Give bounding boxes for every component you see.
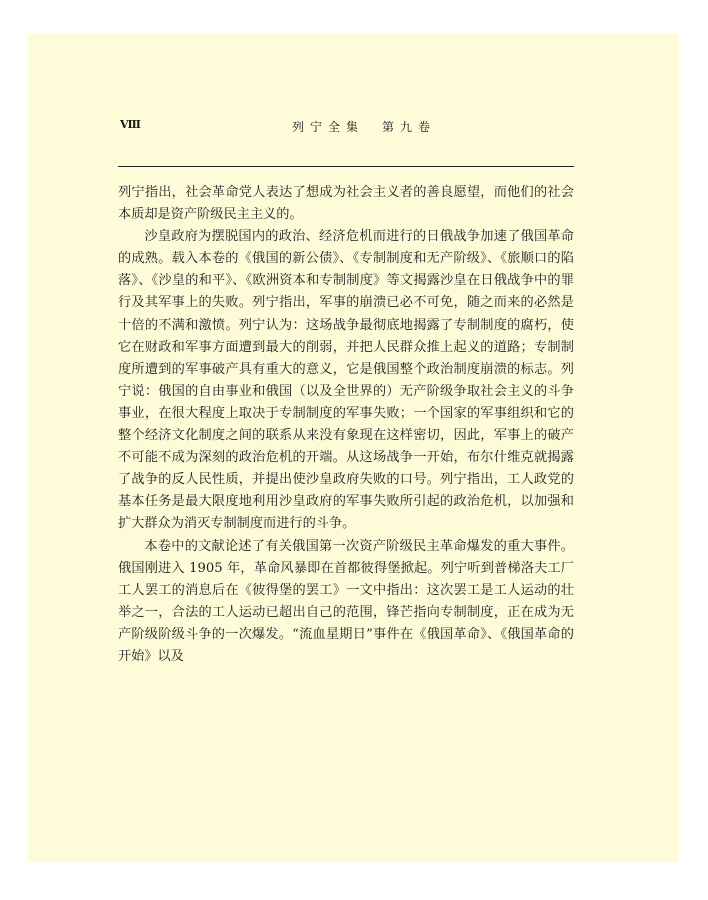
running-title: 列宁全集 第九卷 [291, 120, 436, 134]
paragraph-1: 列宁指出，社会革命党人表达了想成为社会主义者的善良愿望，而他们的社会本质却是资产阶级民主主义的。 [118, 185, 574, 223]
paragraph-2: 沙皇政府为摆脱国内的政治、经济危机而进行的日俄战争加速了俄国革命的成熟。载入本卷的《俄国的新公债》、《专制制度和无产阶级》、《旅顺口的陷落》、《沙皇的和平》、《欧洲资本和专制制度》等文揭露沙皇在日俄战争中的罪行及其军事上的失败。列宁指出，军事的崩溃已必不可免，随之而来的必然是十倍的不满和激愤。列宁认为：这场战争最彻底地揭露了专制制度的腐朽，使它在财政和军事方面遭到最大的削弱，并把人民群众推上起义的道路；专制制度所遭到的军事破产具有重大的意义，它是俄国整个政治制度崩溃的标志。列宁说：俄国的自由事业和俄国（以及全世界的）无产阶级争取社会主义的斗争事业，在很大程度上取决于专制制度的军事失败；一个国家的军事组织和它的整个经济文化制度之间的联系从来没有象现在这样密切，因此，军事上的破产不可能不成为深刻的政治危机的开端。从这场战争一开始，布尔什维克就揭露了战争的反人民性质，并提出使沙皇政府失败的口号。列宁指出，工人政党的基本任务是最大限度地利用沙皇政府的军事失败所引起的政治危机，以加强和扩大群众为消灭专制制度而进行的斗争。 [118, 229, 574, 532]
body-text [118, 182, 574, 668]
page-number: Ⅷ [120, 118, 140, 131]
header-rule [118, 166, 574, 167]
page-header [118, 118, 574, 138]
paragraph-3: 本卷中的文献论述了有关俄国第一次资产阶级民主革命爆发的重大事件。俄国刚进入 1905 年，革命风暴即在首都彼得堡掀起。列宁听到普梯洛夫工厂工人罢工的消息后在《彼得堡的罢工》一文中指出：这次罢工是工人运动的壮举之一，合法的工人运动已超出自己的范围，锋芒指向专制制度，正在成为无产阶级阶级斗争的一次爆发。“流血星期日”事件在《俄国革命》、《俄国革命的开始》以及 [118, 538, 574, 664]
